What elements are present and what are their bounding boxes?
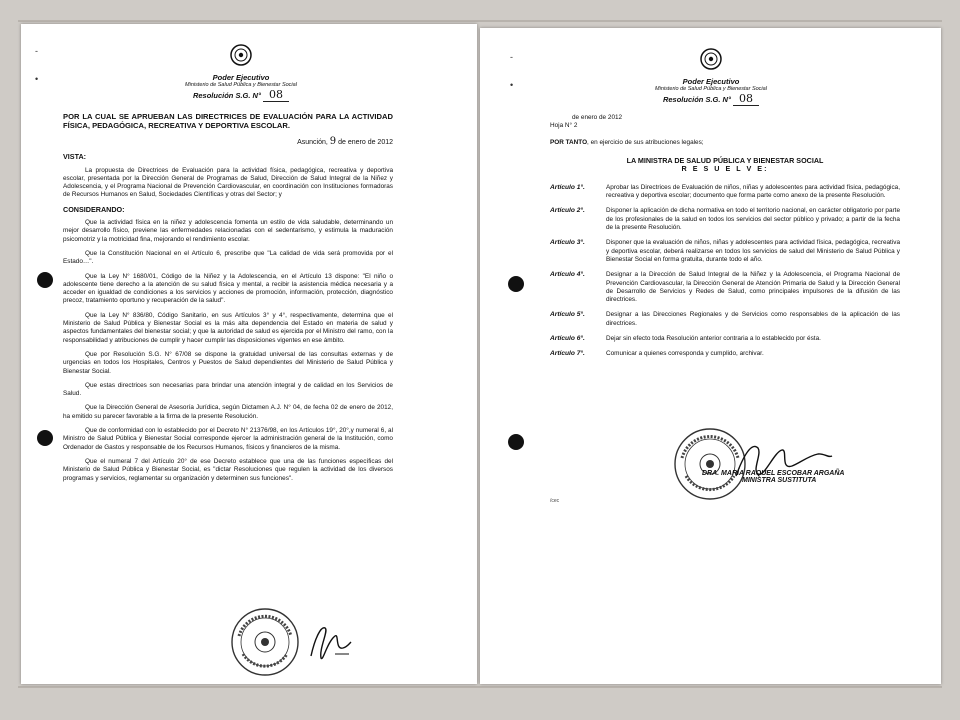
article-text: Comunicar a quienes corresponda y cumplido, archivar. <box>606 350 764 358</box>
resolution-number: 08 <box>733 92 759 106</box>
article-label: Artículo 6°. <box>550 335 585 343</box>
sheet-number: Hoja N° 2 <box>550 122 578 130</box>
article-label: Artículo 2°. <box>550 207 585 215</box>
article-label: Artículo 4°. <box>550 271 585 279</box>
article-text: Designar a la Dirección de Salud Integral de la Niñez y la Adolescencia, el Programa Nacional de Prevención Cardiovascular, la Dirección General de Atención Primaria de Salud y la Dirección General de Desarrollo de Servicios y Redes de Salud, como principales impulsores de la difusión de las directrices. <box>606 271 900 304</box>
article-item <box>550 207 900 232</box>
punch-hole <box>508 434 524 450</box>
article-item <box>550 239 900 264</box>
considerando-paragraph: Que la actividad física en la niñez y adolescencia fomenta un estilo de vida saludable, determinando un mejor desarrollo físico, previene las enfermedades relacionadas con el sedentarismo, y estimula la maduración psicomotriz y la motricidad fina, mejorando el rendimiento escolar. <box>63 219 393 243</box>
date-prefix: Asunción, <box>297 139 328 146</box>
resolution-number: 08 <box>263 88 289 102</box>
letterhead-title: Poder Ejecutivo <box>682 77 740 86</box>
continuation-date: de enero de 2012 <box>572 114 623 121</box>
national-seal-icon <box>230 44 252 66</box>
resolution-date <box>63 138 393 147</box>
resolution-label: Resolución S.G. N° <box>662 95 731 104</box>
frame-bottom-line <box>18 686 942 688</box>
resuelve-heading: R E S U E L V E: <box>681 164 769 174</box>
signer-block <box>702 470 844 484</box>
resolution-label: Resolución S.G. N° <box>192 91 261 100</box>
por-tanto-label: POR TANTO <box>550 138 588 146</box>
article-text: Aprobar las Directrices de Evaluación de niños, niñas y adolescentes para actividad física, pedagógica, recreativa y deportiva escolar; documento que forma parte como anexo de la presente Resolución. <box>606 183 900 200</box>
letterhead <box>636 48 786 106</box>
punch-hole <box>508 276 524 292</box>
right-page-body <box>550 114 900 366</box>
considerando-paragraph: Que el numeral 7 del Artículo 20° de ese Decreto establece que una de las funciones específicas del Ministerio de Salud Pública y Bienestar Social, es "dictar Resoluciones que regulen la actividad de los diversos programas y servicios, reglamentar su organización y determinen sus funciones". <box>63 457 393 482</box>
ministry-stamp-seal <box>229 606 301 678</box>
letterhead <box>171 44 311 102</box>
resolution-title: POR LA CUAL SE APRUEBAN LAS DIRECTRICES DE EVALUACIÓN PARA LA ACTIVIDAD FÍSICA, PEDAGÓGICA, RECREATIVA Y DEPORTIVA ESCOLAR. <box>63 112 393 130</box>
article-item <box>550 271 900 304</box>
document-page-left <box>21 24 477 684</box>
page-mark: - <box>510 52 513 62</box>
page-mark: • <box>510 80 514 90</box>
article-text: Disponer la aplicación de dicha normativa en todo el territorio nacional, en carácter obligatorio por parte de los profesionales de la salud en todos los servicios del sector público y privado; a partir de la fecha de la presente Resolución. <box>606 207 900 232</box>
article-text: Dejar sin efecto toda Resolución anterior contraria a lo establecido por ésta. <box>606 335 821 343</box>
minister-heading: LA MINISTRA DE SALUD PÚBLICA Y BIENESTAR SOCIAL <box>626 155 824 165</box>
typist-initials: /cec <box>550 498 560 504</box>
letterhead-subtitle: Ministerio de Salud Pública y Bienestar Social <box>185 82 297 88</box>
frame-top-line <box>18 20 942 22</box>
left-page-body <box>63 112 393 489</box>
considerando-paragraph: Que estas directrices son necesarias para brindar una atención integral y de calidad en los Servicios de Salud. <box>63 381 393 398</box>
article-text: Disponer que la evaluación de niños, niñas y adolescentes para actividad física, pedagógica, recreativa y deportiva escolar, deberá realizarse en todos los servicios de salud del Ministerio de Salud Pública y Bienestar Social en forma gratuita, durante todo el año. <box>606 239 900 263</box>
considerando-paragraph: Que la Ley N° 836/80, Código Sanitario, en sus Artículos 3° y 4°, respectivamente, determina que el Ministerio de Salud Pública y Bienestar Social es la más alta dependencia del Estado en materia de salud y aspectos fundamentales del bienestar social; y que la autoridad de salud es ejercida por el Ministro del ramo, con la responsabilidad y atribuciones de cumplir y hacer cumplir las disposiciones vigentes en ese ámbito. <box>63 311 393 344</box>
vista-paragraph: La propuesta de Directrices de Evaluación para la actividad física, pedagógica, recreativa y deportiva escolar, presentada por la Dirección General de Programas de Salud, Dirección de Salud Integral de la Niñez y Adolescencia, y el Programa Nacional de Prevención Cardiovascular, en coordinación con Instituciones formadoras de Recursos Humanos en Salud, Sociedades Científicas y otras del Sector; y <box>63 166 393 199</box>
article-label: Artículo 7°. <box>550 350 585 358</box>
page-mark: - <box>35 46 38 56</box>
article-item <box>550 184 900 201</box>
article-item <box>550 311 900 328</box>
vista-heading: VISTA: <box>63 152 87 162</box>
considerando-paragraph: Que por Resolución S.G. N° 67/08 se dispone la gratuidad universal de las consultas externas y de urgencias en todos los Hospitales, Centros y Puestos de Salud dependientes del Ministerio de Salud Pública y Bienestar Social. <box>63 350 393 375</box>
article-label: Artículo 5°. <box>550 311 585 319</box>
article-label: Artículo 1°. <box>550 183 585 191</box>
article-item <box>550 335 900 343</box>
date-day: 9 <box>329 136 337 147</box>
resolution-number-line <box>171 88 311 102</box>
considerando-heading: CONSIDERANDO: <box>63 204 125 214</box>
document-page-right <box>480 28 941 684</box>
letterhead-subtitle: Ministerio de Salud Pública y Bienestar Social <box>655 86 767 92</box>
por-tanto-line <box>550 139 900 147</box>
signer-name: DRA. MARÍA RAQUEL ESCOBAR ARGAÑA <box>702 470 845 477</box>
national-seal-icon <box>700 48 722 70</box>
article-text: Designar a las Direcciones Regionales y de Servicios como responsables de la aplicación de las directrices. <box>606 311 900 327</box>
punch-hole <box>37 430 53 446</box>
considerando-paragraph: Que de conformidad con lo establecido por el Decreto N° 21376/98, en los Artículos 19°, 20°,y numeral 6, al Ministro de Salud Pública y Bienestar Social corresponde ejercer la administración general de la Institución, como Ordenador de Gastos y responsable de los Recursos Humanos, físicos y financieros de la misma. <box>63 427 393 451</box>
article-item <box>550 350 900 358</box>
date-suffix: de enero de 2012 <box>338 139 393 146</box>
page-mark: • <box>35 74 39 84</box>
por-tanto-text: , en ejercicio de sus atribuciones legales; <box>587 138 704 146</box>
resolution-number-line <box>636 92 786 106</box>
handwritten-signature-left <box>305 618 355 664</box>
considerando-paragraph: Que la Dirección General de Asesoría Jurídica, según Dictamen A.J. N° 04, de fecha 02 de enero de 2012, ha emitido su parecer favorable a la firma de la presente Resolución. <box>63 404 393 420</box>
considerando-paragraph: Que la Constitución Nacional en el Artículo 6, prescribe que "La calidad de vida será promovida por el Estado…". <box>63 249 393 266</box>
considerando-paragraph: Que la Ley N° 1680/01, Código de la Niñez y la Adolescencia, en el Artículo 13 dispone: "El niño o adolescente tiene derecho a la atención de su salud física y mental, a recibir la asistencia médica necesaria y a acceder en igualdad de condiciones a los servicios y acciones de promoción, información, protección, diagnóstico precoz, tratamiento oportuno y recuperación de la salud". <box>63 272 393 305</box>
signer-title: MINISTRA SUSTITUTA <box>742 477 817 484</box>
article-label: Artículo 3°. <box>550 239 585 247</box>
punch-hole <box>37 272 53 288</box>
letterhead-title: Poder Ejecutivo <box>212 73 270 82</box>
